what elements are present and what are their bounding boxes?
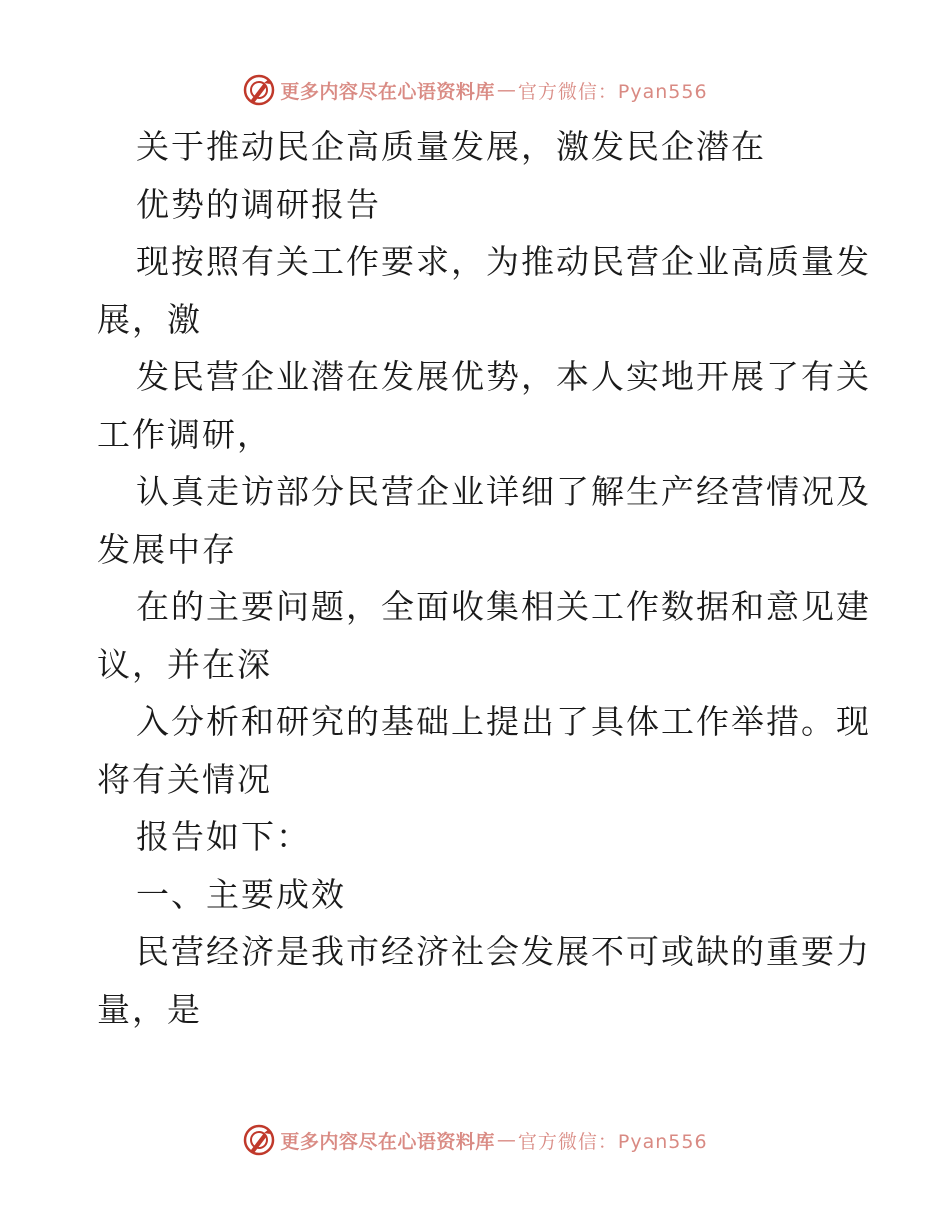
paragraph-line: 入分析和研究的基础上提出了具体工作举措。现: [136, 702, 871, 741]
paragraph-line: 现按照有关工作要求，为推动民营企业高质量发: [136, 242, 871, 281]
section-heading: 一、主要成效: [136, 874, 346, 914]
header-watermark: [0, 70, 950, 110]
paragraph-line: 议，并在深: [97, 644, 272, 684]
paragraph-line: 报告如下：: [136, 817, 311, 856]
paragraph-line: 将有关情况: [97, 759, 272, 799]
paragraph-line: 民营经济是我市经济社会发展不可或缺的重要力: [136, 932, 871, 971]
footer-brand-text: 更多内容尽在心语资料库: [280, 1130, 495, 1153]
paragraph-line: 认真走访部分民营企业详细了解生产经营情况及: [136, 472, 871, 511]
document-body: [97, 118, 871, 1038]
brand-logo-icon: [242, 73, 276, 107]
header-brand-text: 更多内容尽在心语资料库: [280, 80, 495, 103]
footer-wechat-text: 官方微信：Pyan556: [517, 1130, 708, 1153]
paragraph-line: 量，是: [97, 989, 202, 1029]
title-line-2: 优势的调研报告: [136, 184, 381, 224]
header-wechat-text: 官方微信：Pyan556: [517, 80, 708, 103]
title-line-1: 关于推动民企高质量发展，激发民企潜在: [136, 127, 766, 166]
paragraph-line: 展，激: [97, 299, 202, 339]
footer-dash: —: [496, 1129, 516, 1151]
header-dash: —: [496, 79, 516, 101]
paragraph-line: 工作调研，: [97, 414, 272, 454]
paragraph-line: 在的主要问题，全面收集相关工作数据和意见建: [136, 587, 871, 626]
brand-logo-icon: [242, 1123, 276, 1157]
paragraph-line: 发民营企业潜在发展优势，本人实地开展了有关: [136, 357, 871, 396]
footer-watermark: [0, 1120, 950, 1160]
paragraph-line: 发展中存: [97, 529, 237, 569]
